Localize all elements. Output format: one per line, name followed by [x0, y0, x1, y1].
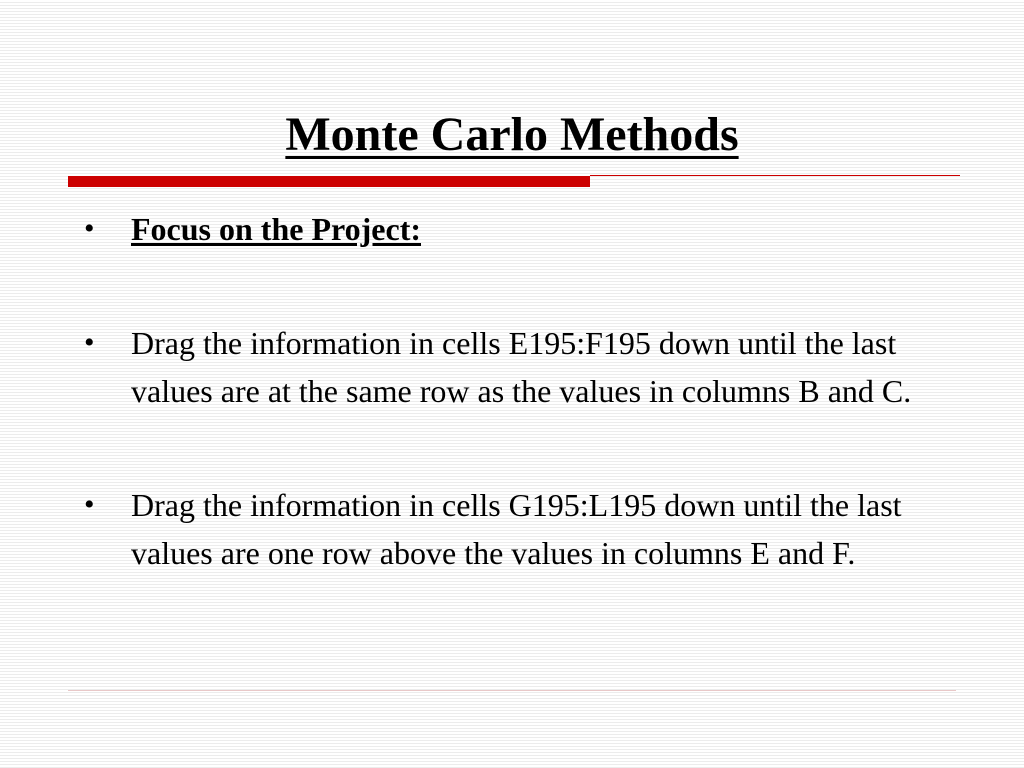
title-accent-bar	[68, 176, 590, 187]
bullet-heading: Focus on the Project:	[131, 211, 421, 247]
bullet-marker: •	[84, 212, 95, 245]
bullet-item	[0, 481, 1024, 577]
title-accent-line	[590, 175, 960, 176]
bullet-item	[0, 205, 1024, 253]
bullet-marker: •	[84, 326, 95, 359]
bullet-list	[0, 205, 1024, 577]
bullet-text: Drag the information in cells E195:F195 down until the last values are at the same row as the values in columns B and C.	[131, 325, 912, 409]
slide-title	[0, 104, 1024, 166]
footer-rule	[68, 690, 956, 691]
slide-title-text: Monte Carlo Methods	[285, 108, 739, 161]
bullet-marker: •	[84, 488, 95, 521]
bullet-text: Drag the information in cells G195:L195 down until the last values are one row above the values in columns E and F.	[131, 487, 902, 571]
bullet-item	[0, 319, 1024, 415]
